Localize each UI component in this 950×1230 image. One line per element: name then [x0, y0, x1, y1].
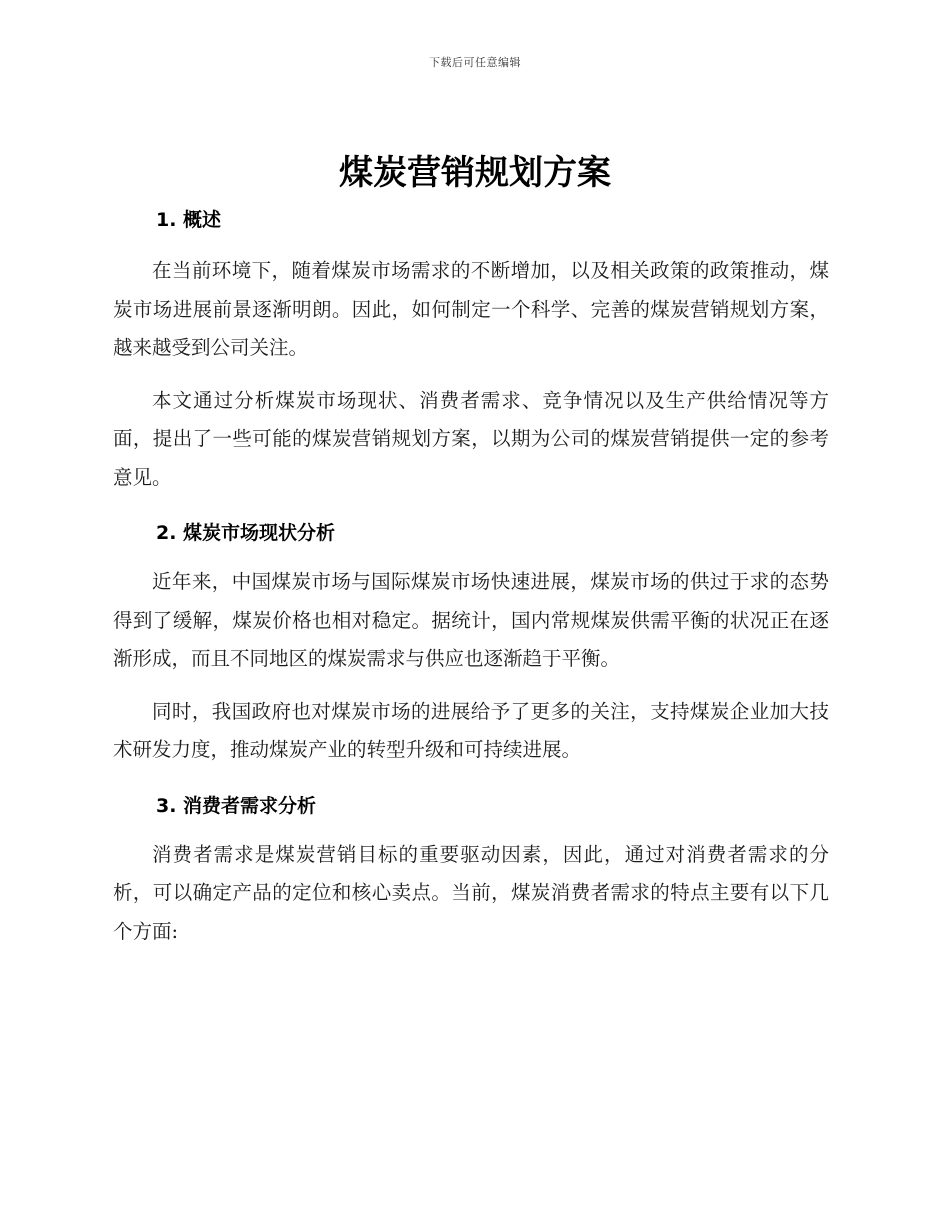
header-note: 下载后可任意编辑: [429, 56, 521, 69]
section-heading-overview: 1. 概述: [156, 209, 222, 231]
document-title: 煤炭营销规划方案: [339, 153, 611, 193]
section-heading-market-analysis: 2. 煤炭市场现状分析: [156, 522, 336, 544]
document-body: [113, 200, 829, 951]
paragraph: 本文通过分析煤炭市场现状、消费者需求、竞争情况以及生产供给情况等方面，提出了一些可能的煤炭营销规划方案，以期为公司的煤炭营销提供一定的参考意见。: [113, 388, 829, 489]
paragraph: 在当前环境下，随着煤炭市场需求的不断增加，以及相关政策的政策推动，煤炭市场进展前景逐渐明朗。因此，如何制定一个科学、完善的煤炭营销规划方案，越来越受到公司关注。: [113, 259, 829, 359]
paragraph: 消费者需求是煤炭营销目标的重要驱动因素，因此，通过对消费者需求的分析，可以确定产品的定位和核心卖点。当前，煤炭消费者需求的特点主要有以下几个方面:: [113, 842, 829, 943]
section-heading-consumer-demand: 3. 消费者需求分析: [156, 794, 317, 817]
paragraph: 同时，我国政府也对煤炭市场的进展给予了更多的关注，支持煤炭企业加大技术研发力度，推动煤炭产业的转型升级和可持续进展。: [113, 699, 829, 761]
paragraph: 近年来，中国煤炭市场与国际煤炭市场快速进展，煤炭市场的供过于求的态势得到了缓解，煤炭价格也相对稳定。据统计，国内常规煤炭供需平衡的状况正在逐渐形成，而且不同地区的煤炭需求与供应也逐渐趋于平衡。: [113, 570, 829, 670]
